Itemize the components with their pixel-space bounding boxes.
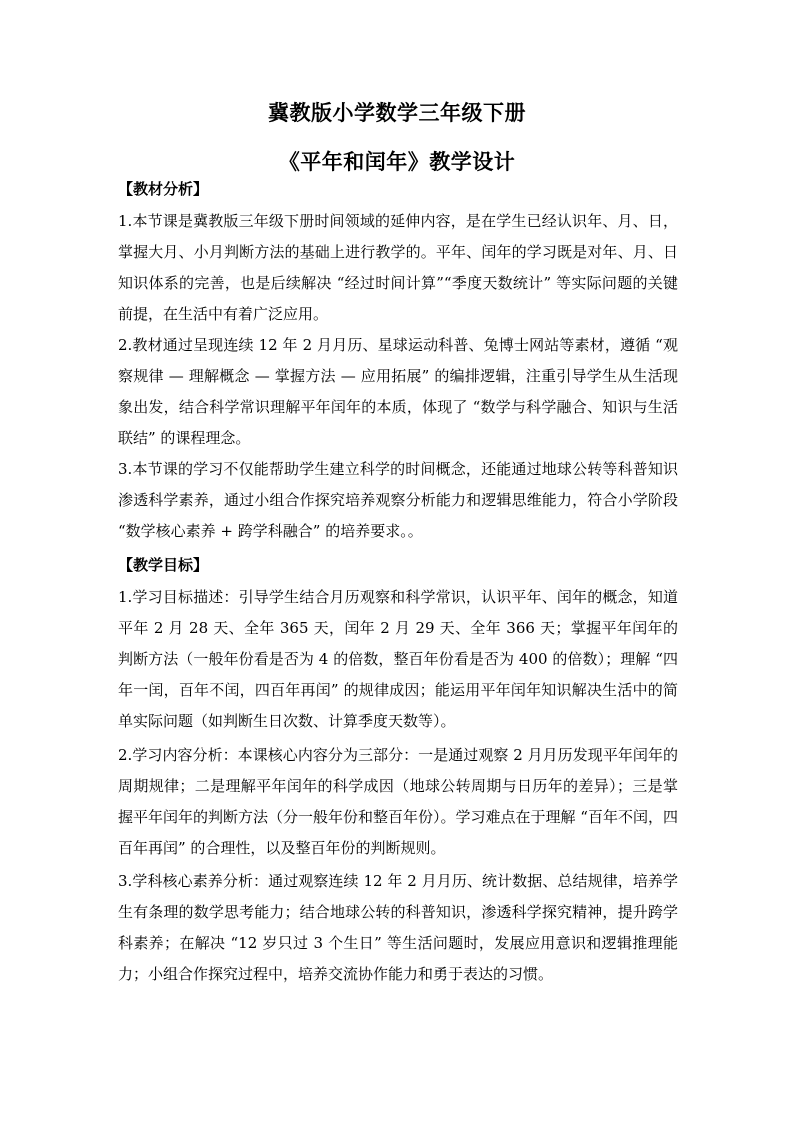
document-title: 冀教版小学数学三年级下册 (268, 100, 526, 125)
document-subtitle: 《平年和闰年》教学设计 (278, 149, 516, 174)
paragraph: 1.本节课是冀教版三年级下册时间领域的延伸内容，是在学生已经认识年、月、日，掌握大月、小月判断方法的基础上进行教学的。平年、闰年的学习既是对年、月、日知识体系的完善，也是后续解决 “经过时间计算”“季度天数统计” 等实际问题的关键前提，在生活中有着广泛应用。 (118, 212, 678, 323)
paragraph: 2.学习内容分析：本课核心内容分为三部分：一是通过观察 2 月月历发现平年闰年的周期规律；二是理解平年闰年的科学成因（地球公转周期与日历年的差异）；三是掌握平年闰年的判断方法（分一般年份和整百年份）。学习难点在于理解 “百年不闰，四百年再闰” 的合理性，以及整百年份的判断规则。 (118, 746, 678, 857)
section-heading-teaching-goals: 【教学目标】 (118, 556, 209, 574)
paragraph: 1.学习目标描述：引导学生结合月历观察和科学常识，认识平年、闰年的概念，知道平年 2 月 28 天、全年 365 天，闰年 2 月 29 天、全年 366 天；掌握平年闰年的判断方法（一般年份看是否为 4 的倍数，整百年份看是否为 400 的倍数）；理解 “四年一闰，百年不闰，四百年再闰” 的规律成因；能运用平年闰年知识解决生活中的简单实际问题（如判断生日次数、计算季度天数等）。 (118, 588, 678, 730)
section-heading-textbook-analysis: 【教材分析】 (118, 180, 209, 198)
paragraph: 3.学科核心素养分析：通过观察连续 12 年 2 月月历、统计数据、总结规律，培养学生有条理的数学思考能力；结合地球公转的科普知识，渗透科学探究精神，提升跨学科素养；在解决 “12 岁只过 3 个生日” 等生活问题时，发展应用意识和逻辑推理能力；小组合作探究过程中，培养交流协作能力和勇于表达的习惯。 (118, 872, 678, 983)
paragraph: 3.本节课的学习不仅能帮助学生建立科学的时间概念，还能通过地球公转等科普知识渗透科学素养，通过小组合作探究培养观察分析能力和逻辑思维能力，符合小学阶段 “数学核心素养 + 跨学科融合” 的培养要求。。 (118, 460, 678, 540)
paragraph: 2.教材通过呈现连续 12 年 2 月月历、星球运动科普、兔博士网站等素材，遵循 “观察规律 — 理解概念 — 掌握方法 — 应用拓展” 的编排逻辑，注重引导学生从生活现象出发，结合科学常识理解平年闰年的本质，体现了 “数学与科学融合、知识与生活联结” 的课程理念。 (118, 336, 678, 447)
